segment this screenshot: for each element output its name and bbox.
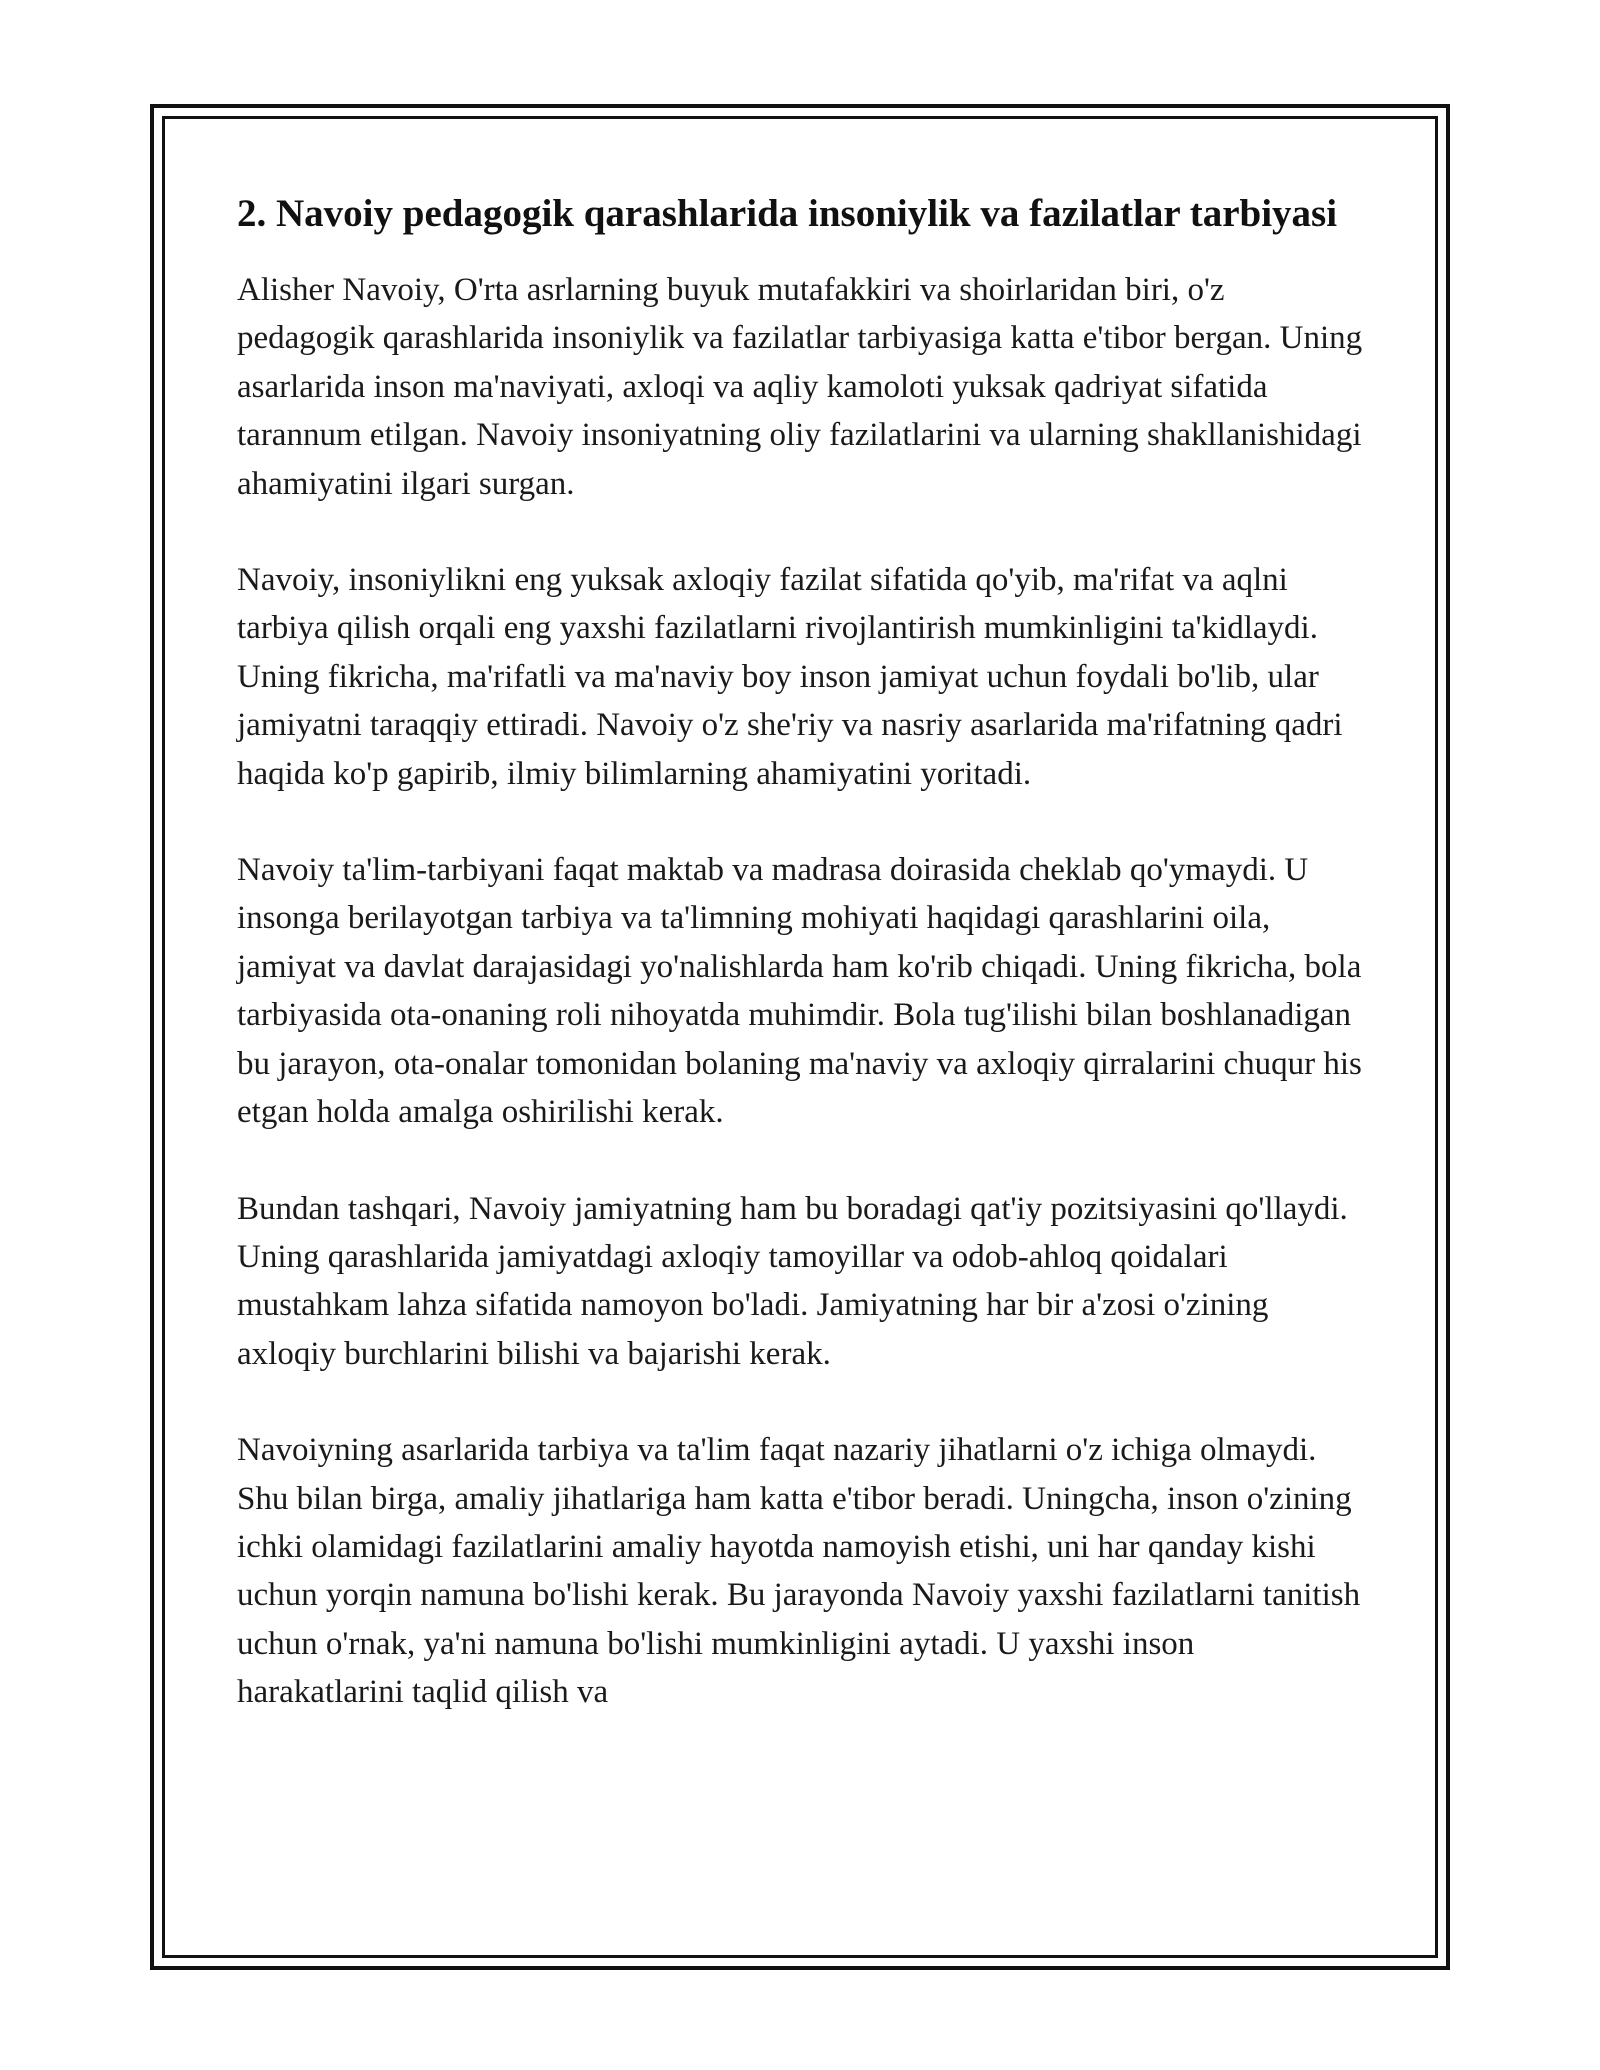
paragraph-5: Navoiyning asarlarida tarbiya va ta'lim faqat nazariy jihatlarni o'z ichiga olmaydi. Shu bilan birga, amaliy jihatlariga ham katta e'tibor beradi. Uningcha, inson o'zining ichki olamidagi fazilatlarini amaliy hayotda namoyish etishi, uni har qanday kishi uchun yorqin namuna bo'lishi kerak. Bu jarayonda Navoiy yaxshi fazilatlarni tanitish uchun o'rnak, ya'ni namuna bo'lishi mumkinligini aytadi. U yaxshi inson harakatlarini taqlid qilish va <box>237 1432 1361 1711</box>
document-content <box>237 186 1367 1717</box>
paragraph-4: Bundan tashqari, Navoiy jamiyatning ham bu boradagi qat'iy pozitsiyasini qo'llaydi. Uning qarashlarida jamiyatdagi axloqiy tamoyillar va odob-ahloq qoidalari mustahkam lahza sifatida namoyon bo'ladi. Jamiyatning har bir a'zosi o'zining axloqiy burchlarini bilishi va bajarishi kerak. <box>237 1190 1348 1372</box>
paragraph-2: Navoiy, insoniylikni eng yuksak axloqiy fazilat sifatida qo'yib, ma'rifat va aqlni tarbiya qilish orqali eng yaxshi fazilatlarni rivojlantirish mumkinligini ta'kidlaydi. Uning fikricha, ma'rifatli va ma'naviy boy inson jamiyat uchun foydali bo'lib, ular jamiyatni taraqqiy ettiradi. Navoiy o'z she'riy va nasriy asarlarida ma'rifatning qadri haqida ko'p gapirib, ilmiy bilimlarning ahamiyatini yoritadi. <box>237 562 1343 792</box>
paragraph-1: Alisher Navoiy, O'rta asrlarning buyuk mutafakkiri va shoirlaridan biri, o'z pedagogik qarashlarida insoniylik va fazilatlar tarbiyasiga katta e'tibor bergan. Uning asarlarida inson ma'naviyati, axloqi va aqliy kamoloti yuksak qadriyat sifatida tarannum etilgan. Navoiy insoniyatning oliy fazilatlarini va ularning shakllanishidagi ahamiyatini ilgari surgan. <box>237 272 1363 502</box>
section-heading: 2. Navoiy pedagogik qarashlarida insoniylik va fazilatlar tarbiyasi <box>237 192 1338 235</box>
paragraph-3: Navoiy ta'lim-tarbiyani faqat maktab va madrasa doirasida cheklab qo'ymaydi. U insonga berilayotgan tarbiya va ta'limning mohiyati haqidagi qarashlarini oila, jamiyat va davlat darajasidagi yo'nalishlarda ham ko'rib chiqadi. Uning fikricha, bola tarbiyasida ota-onaning roli nihoyatda muhimdir. Bola tug'ilishi bilan boshlanadigan bu jarayon, ota-onalar tomonidan bolaning ma'naviy va axloqiy qirralarini chuqur his etgan holda amalga oshirilishi kerak. <box>237 852 1362 1131</box>
